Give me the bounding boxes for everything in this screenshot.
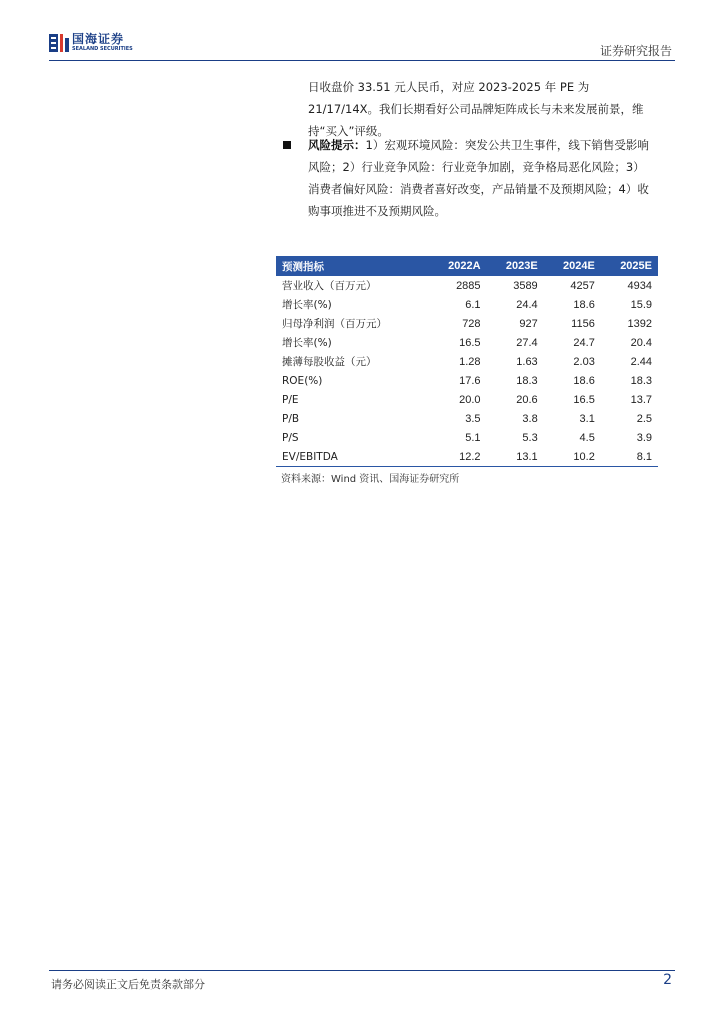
table-header-cell: 预测指标 — [276, 256, 429, 276]
table-cell: 18.6 — [573, 298, 595, 311]
table-cell: 3.5 — [465, 412, 481, 425]
table-cell: 6.1 — [465, 298, 481, 311]
table-header-cell: 2023E — [487, 256, 544, 276]
table-cell: P/B — [282, 412, 300, 425]
header-divider — [49, 60, 675, 61]
forecast-table — [276, 256, 658, 467]
logo-english-name: SEALAND SECURITIES — [72, 46, 133, 52]
table-header-row — [276, 256, 658, 276]
table-cell: 3.9 — [636, 431, 652, 444]
table-cell: 3589 — [513, 279, 538, 292]
table-cell: EV/EBITDA — [276, 447, 429, 467]
company-logo — [49, 33, 139, 53]
table-cell: 20.6 — [516, 393, 538, 406]
risk-label: 风险提示： — [308, 138, 366, 152]
table-cell: 16.5 — [459, 336, 481, 349]
table-cell: 24.4 — [516, 298, 538, 311]
table-cell: ROE(%) — [282, 374, 323, 387]
table-cell: 13.1 — [487, 447, 544, 467]
valuation-paragraph: 日收盘价 33.51 元人民币，对应 2023-2025 年 PE 为 21/17/14X。我们长期看好公司品牌矩阵成长与未来发展前景，维持“买入”评级。 — [308, 80, 644, 138]
footer-divider — [49, 970, 675, 971]
table-cell: 2.03 — [573, 355, 595, 368]
page-number: 2 — [663, 972, 672, 988]
table-cell: 5.1 — [465, 431, 481, 444]
table-cell: P/E — [282, 393, 299, 406]
table-cell: 1.63 — [516, 355, 538, 368]
table-cell: 18.3 — [630, 374, 652, 387]
table-row — [276, 314, 658, 333]
table-header-cell: 2025E — [601, 256, 658, 276]
table-header-cell: 2022A — [429, 256, 487, 276]
table-cell: 3.1 — [579, 412, 595, 425]
bullet-square-icon — [283, 141, 291, 149]
table-cell: 728 — [462, 317, 481, 330]
logo-chinese-name: 国海证券 — [72, 32, 125, 46]
table-cell: 2.44 — [630, 355, 652, 368]
table-cell: 927 — [519, 317, 538, 330]
table-cell: 2885 — [456, 279, 481, 292]
table-source-note: 资料来源：Wind 资讯、国海证券研究所 — [281, 474, 460, 485]
table-cell: 4.5 — [579, 431, 595, 444]
table-cell: P/S — [282, 431, 299, 444]
table-cell: 2.5 — [636, 412, 652, 425]
table-cell: 1392 — [627, 317, 652, 330]
sealand-logo-icon — [49, 33, 69, 53]
table-row — [276, 295, 658, 314]
table-cell: 4257 — [570, 279, 595, 292]
table-row — [276, 333, 658, 352]
table-header-cell: 2024E — [544, 256, 601, 276]
table-cell: 营业收入（百万元） — [282, 280, 377, 292]
table-row — [276, 409, 658, 428]
table-cell: 4934 — [627, 279, 652, 292]
report-type-title: 证券研究报告 — [599, 44, 672, 58]
table-cell: 17.6 — [459, 374, 481, 387]
table-row — [276, 371, 658, 390]
table-row — [276, 428, 658, 447]
table-cell: 5.3 — [522, 431, 538, 444]
footer-disclaimer: 请务必阅读正文后免责条款部分 — [51, 978, 205, 991]
table-cell: 16.5 — [573, 393, 595, 406]
table-cell: 增长率(%) — [282, 337, 332, 349]
table-row — [276, 447, 658, 467]
table-cell: 24.7 — [573, 336, 595, 349]
table-cell: 1.28 — [459, 355, 481, 368]
table-cell: 27.4 — [516, 336, 538, 349]
risk-text: 1）宏观环境风险：突发公共卫生事件，线下销售受影响风险；2）行业竞争风险：行业竞争加剧，竞争格局恶化风险；3）消费者偏好风险：消费者喜好改变，产品销量不及预期风险；4）收购事项推进不及预期风险。 — [308, 138, 649, 218]
page-header — [0, 0, 724, 64]
risk-paragraph — [308, 134, 656, 222]
table-cell: 1156 — [571, 317, 595, 330]
table-cell: 12.2 — [429, 447, 487, 467]
table-row — [276, 352, 658, 371]
table-cell: 20.4 — [630, 336, 652, 349]
table-cell: 归母净利润（百万元） — [282, 318, 387, 330]
table-cell: 20.0 — [459, 393, 481, 406]
table-row — [276, 390, 658, 409]
table-row — [276, 276, 658, 295]
table-cell: 摊薄每股收益（元） — [282, 356, 377, 368]
table-cell: 15.9 — [630, 298, 652, 311]
table-cell: 8.1 — [601, 447, 658, 467]
table-cell: 18.3 — [516, 374, 538, 387]
table-cell: 10.2 — [544, 447, 601, 467]
table-cell: 18.6 — [573, 374, 595, 387]
table-cell: 增长率(%) — [282, 299, 332, 311]
table-cell: 13.7 — [630, 393, 652, 406]
table-cell: 3.8 — [522, 412, 538, 425]
